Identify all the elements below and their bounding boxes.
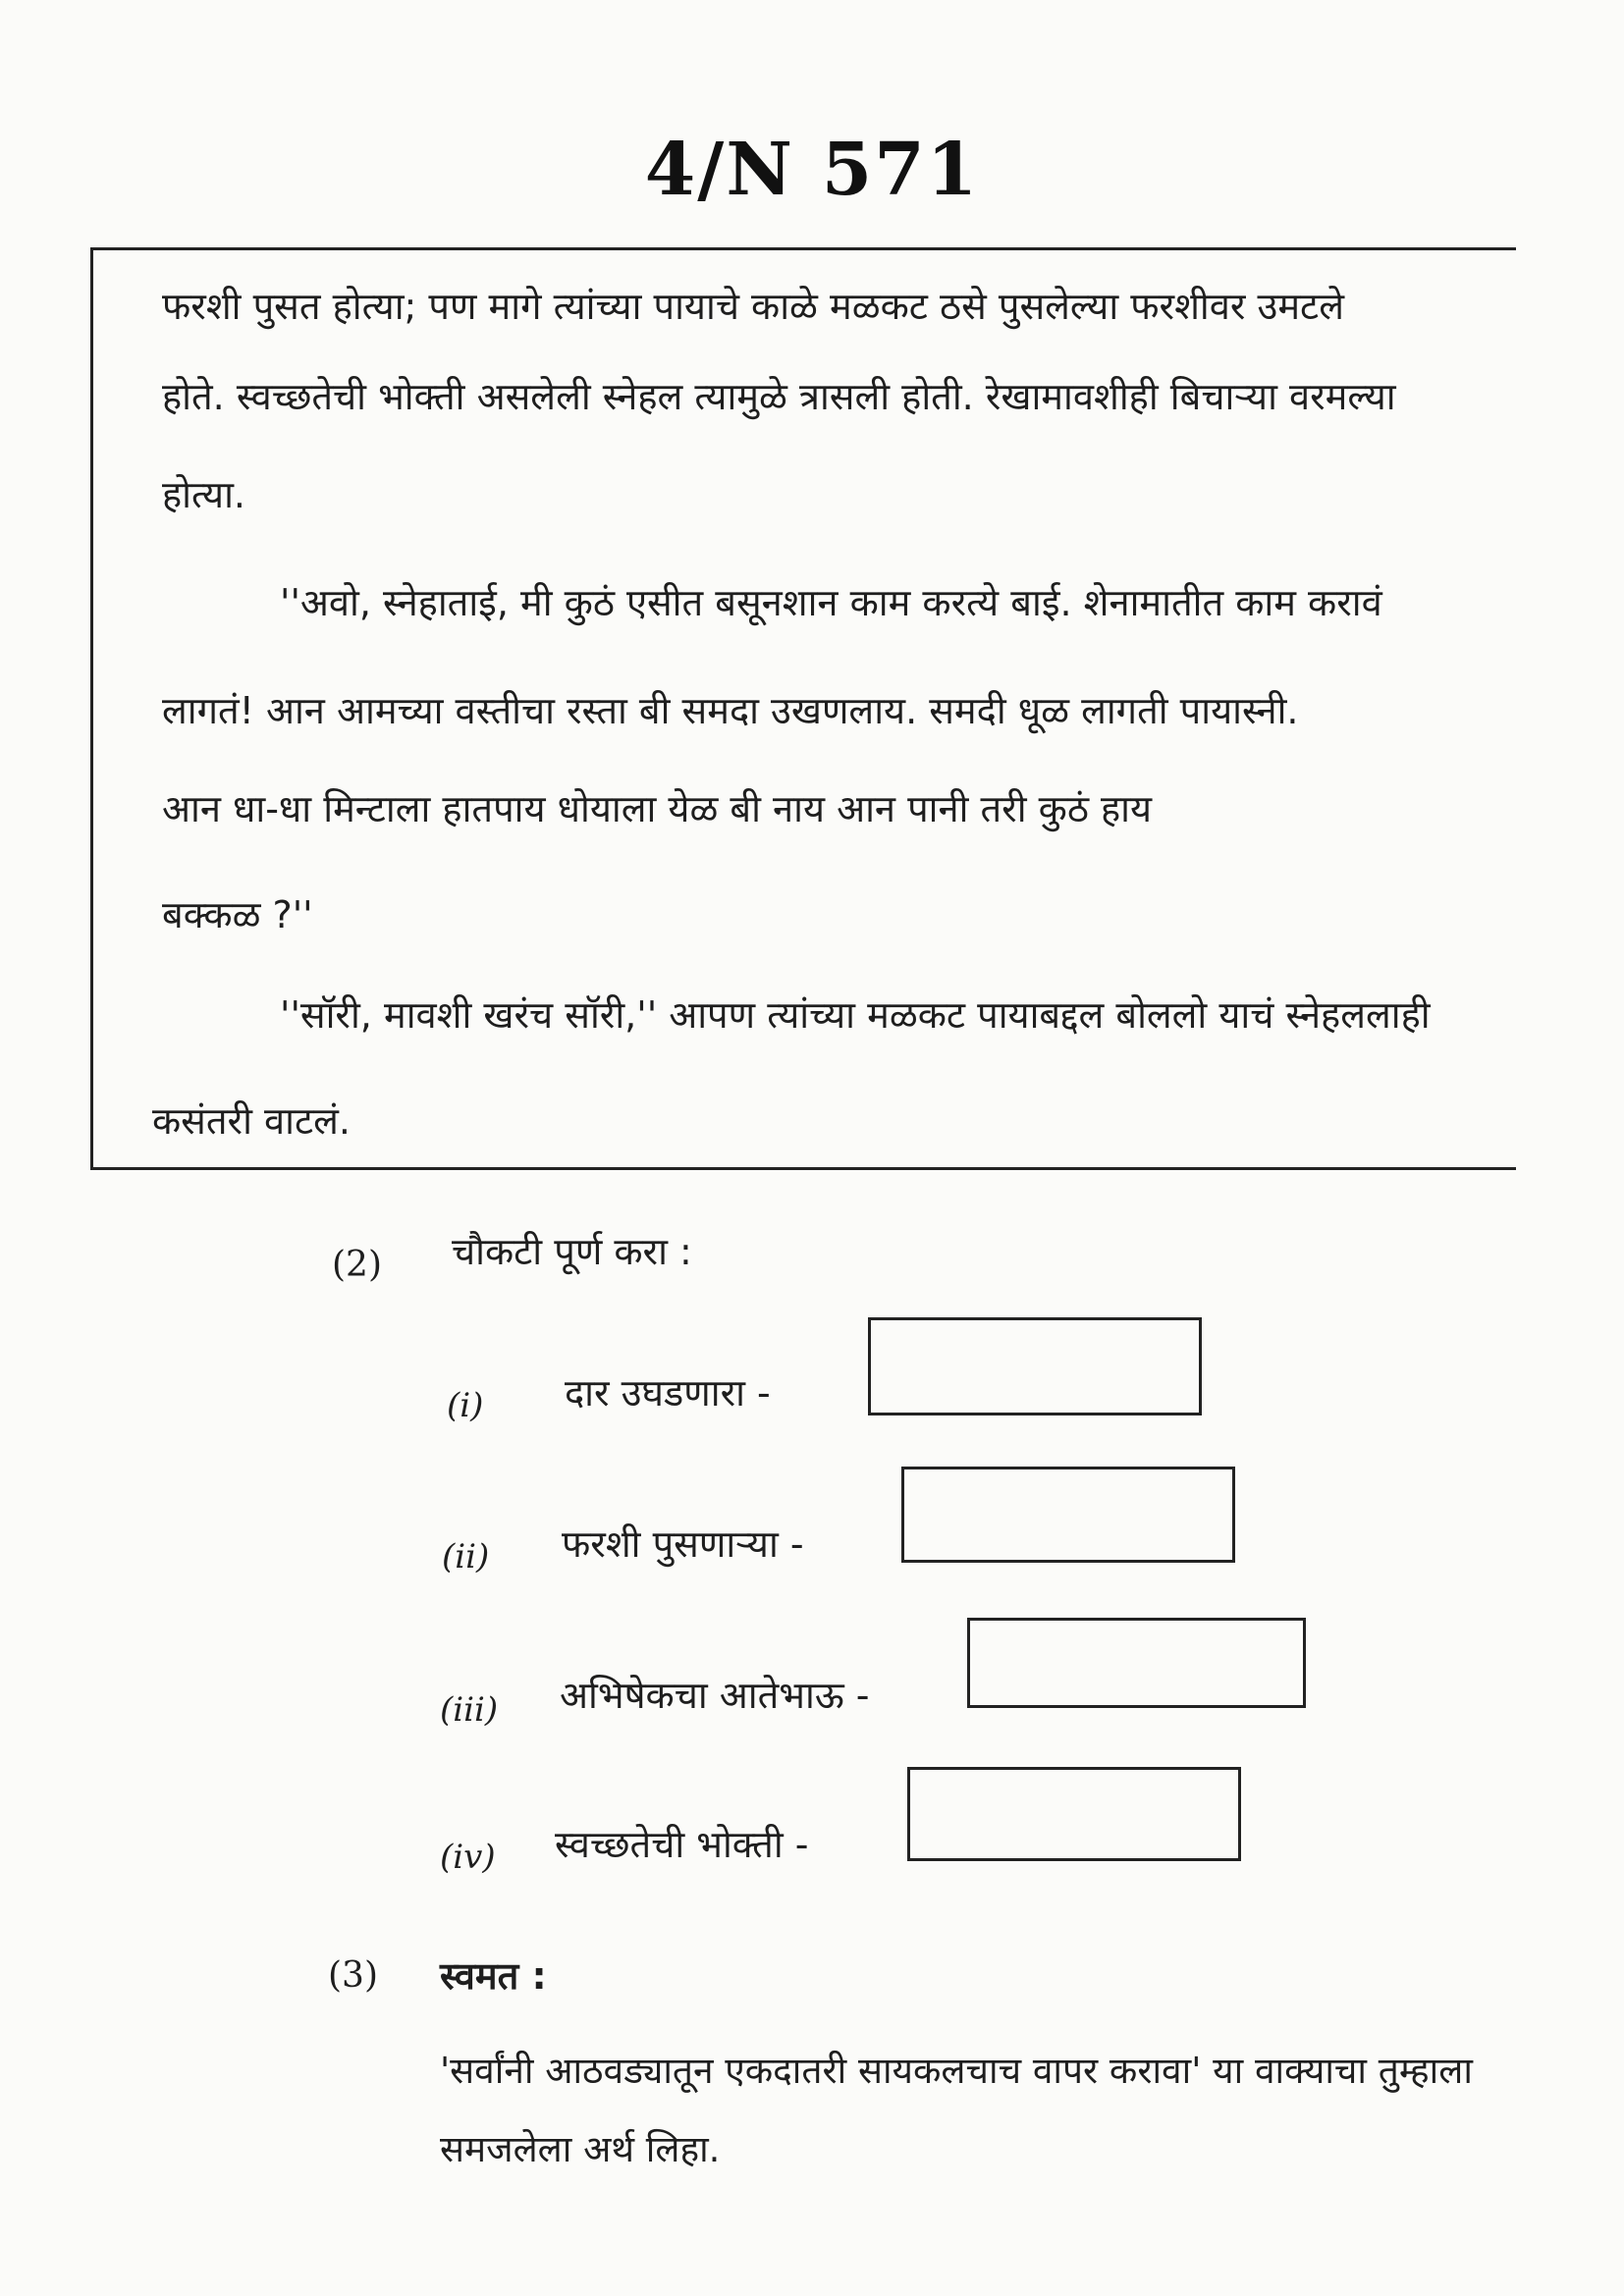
answer-box[interactable] bbox=[907, 1767, 1241, 1861]
paper-code: 4/N 571 bbox=[644, 128, 980, 212]
item-roman: (iii) bbox=[440, 1690, 499, 1730]
item-label: स्वच्छतेची भोक्ती - bbox=[555, 1823, 809, 1866]
question-title: स्वमत : bbox=[440, 1954, 547, 1998]
passage-line: फरशी पुसत होत्या; पण मागे त्यांच्या पायाचे काळे मळकट ठसे पुसलेल्या फरशीवर उमटले bbox=[162, 285, 1344, 328]
question-text: समजलेला अर्थ लिहा. bbox=[440, 2128, 721, 2170]
passage-line: होते. स्वच्छतेची भोक्ती असलेली स्नेहल त्यामुळे त्रासली होती. रेखामावशीही बिचाऱ्या वरमल्या bbox=[162, 375, 1396, 418]
question-number: (3) bbox=[328, 1955, 378, 1996]
passage-box bbox=[90, 247, 1516, 1170]
question-title: चौकटी पूर्ण करा : bbox=[452, 1230, 692, 1273]
question-text: 'सर्वांनी आठवड्यातून एकदातरी सायकलचाच वापर करावा' या वाक्याचा तुम्हाला bbox=[440, 2050, 1473, 2092]
answer-box[interactable] bbox=[967, 1618, 1306, 1708]
answer-box[interactable] bbox=[901, 1467, 1235, 1563]
item-label: अभिषेकचा आतेभाऊ - bbox=[560, 1674, 870, 1717]
item-roman: (iv) bbox=[440, 1838, 496, 1877]
item-roman: (ii) bbox=[442, 1537, 490, 1576]
item-label: दार उघडणारा - bbox=[565, 1371, 771, 1415]
passage-line: होत्या. bbox=[162, 473, 246, 516]
passage-line: कसंतरी वाटलं. bbox=[152, 1099, 351, 1143]
question-number: (2) bbox=[332, 1245, 382, 1285]
passage-line: आन धा-धा मिन्टाला हातपाय धोयाला येळ बी नाय आन पानी तरी कुठं हाय bbox=[162, 787, 1153, 830]
item-label: फरशी पुसणाऱ्या - bbox=[562, 1522, 804, 1566]
passage-line: लागतं! आन आमच्या वस्तीचा रस्ता बी समदा उखणलाय. समदी धूळ लागती पायास्नी. bbox=[162, 689, 1299, 732]
passage-line: ''सॉरी, मावशी खरंच सॉरी,'' आपण त्यांच्या मळकट पायाबद्दल बोललो याचं स्नेहललाही bbox=[280, 993, 1431, 1037]
passage-line: बक्कळ ?'' bbox=[162, 893, 313, 936]
passage-line: ''अवो, स्नेहाताई, मी कुठं एसीत बसूनशान काम करत्ये बाई. शेनामातीत काम करावं bbox=[280, 581, 1382, 624]
answer-box[interactable] bbox=[868, 1317, 1202, 1415]
item-roman: (i) bbox=[447, 1386, 484, 1425]
